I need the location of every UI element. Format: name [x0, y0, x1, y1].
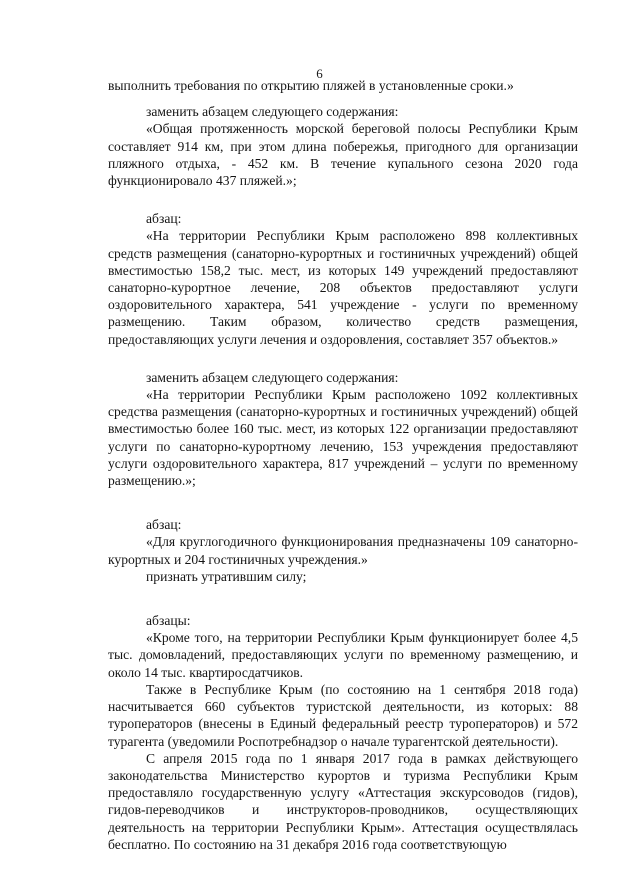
- paragraph-households: «Кроме того, на территории Республики Крым функционирует более 4,5 тыс. домовладений, предоставляющих услуги по временному размещению, и около 14 тыс. квартиросдатчиков.: [108, 630, 578, 680]
- paragraph-year-round: «Для круглогодичного функционирования предназначены 109 санаторно-курортных и 204 гостиничных учреждения.»: [108, 534, 578, 567]
- instruction-repeal: признать утратившим силу;: [146, 568, 307, 584]
- instruction-paragraphs: абзацы:: [146, 613, 191, 629]
- instruction-paragraph: абзац:: [146, 211, 182, 227]
- instruction-replace: заменить абзацем следующего содержания:: [146, 369, 399, 385]
- paragraph-coastline: «Общая протяженность морской береговой полосы Республики Крым составляет 914 км, при этом длина побережья, пригодного для организации пляжного отдыха, - 452 км. В течение купального сезона 2020 года функционировало 437 пляжей.»;: [108, 121, 578, 189]
- paragraph-accommodation-new: «На территории Республики Крым расположено 1092 коллективных средства размещения (санаторно-курортных и гостиничных учреждений) общей вместимостью более 160 тыс. мест, из которых 122 организации предоставляют услуги по санаторно-курортному лечению, 153 учреждения предоставляют услуги оздоровительного характера, 817 учреждений – услуги по временному размещению.»;: [108, 387, 578, 489]
- page-number: 6: [316, 66, 323, 81]
- paragraph-tourism-subjects: Также в Республике Крым (по состоянию на 1 сентября 2018 года) насчитывается 660 субъектов туристской деятельности, из которых: 88 туроператоров (внесены в Единый федеральный реестр туроператоров) и 572 турагента (уведомили Роспотребнадзор о начале турагентской деятельности).: [108, 681, 578, 749]
- instruction-replace: заменить абзацем следующего содержания:: [146, 104, 399, 120]
- paragraph-guide-attestation: С апреля 2015 года по 1 января 2017 года в рамках действующего законодательства Министерство курортов и туризма Республики Крым предоставляло государственную услугу «Аттестация экскурсоводов (гидов), гидов-переводчиков и инструкторов-проводников, осуществляющих деятельность на территории Республики Крым». Аттестация осуществлялась бесплатно. По состоянию на 31 декабря 2016 года соответствующую: [108, 750, 578, 852]
- paragraph-accommodation-old: «На территории Республики Крым расположено 898 коллективных средств размещения (санаторно-курортных и гостиничных учреждений) общей вместимостью 158,2 тыс. мест, из которых 149 учреждений предоставляют санаторно-курортное лечение, 208 объектов предоставляют услуги оздоровительного характера, 541 учреждение - услуги по временному размещению. Таким образом, количество средств размещения, предоставляющих услуги лечения и оздоровления, составляет 357 объектов.»: [108, 228, 578, 347]
- paragraph-closing-quote: выполнить требования по открытию пляжей в установленные сроки.»: [108, 78, 514, 93]
- instruction-paragraph: абзац:: [146, 517, 182, 533]
- document-body: [108, 77, 578, 853]
